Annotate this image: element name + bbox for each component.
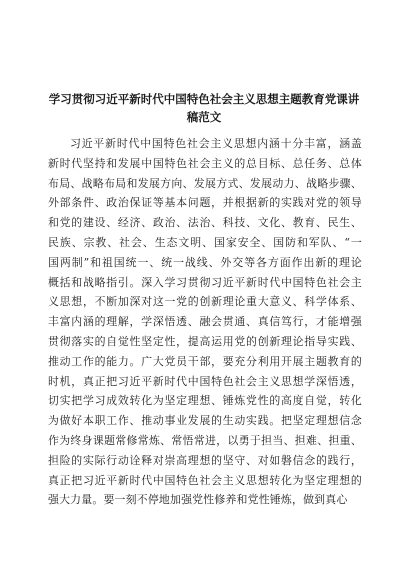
- body-line-18: 真正把习近平新时代中国特色社会主义思想转化为坚定理想的: [48, 473, 362, 487]
- document-title-line-2: 稿范文: [186, 110, 222, 124]
- body-line-10: 丰富内涵的理解，学深悟透、融会贯通、真信笃行，才能增强: [48, 315, 362, 329]
- body-line-16: 作为终身课题常修常炼、常悟常进，以勇于担当、担难、担重、: [48, 433, 362, 447]
- body-line-4: 外部条件、政治保证等基本问题，并根据新的实践对党的领导: [48, 196, 362, 210]
- body-line-11: 贯彻落实的自觉性坚定性，提高运用党的创新理论指导实践、: [48, 334, 362, 348]
- document-title-line-1: 学习贯彻习近平新时代中国特色社会主义思想主题教育党课讲: [48, 92, 360, 106]
- body-line-8: 概括和战略指引。深入学习贯彻习近平新时代中国特色社会主: [48, 275, 362, 289]
- body-line-15: 为做好本职工作、推动事业发展的生动实践。把坚定理想信念: [48, 414, 362, 428]
- body-line-13: 时机，真正把习近平新时代中国特色社会主义思想学深悟透，: [48, 374, 362, 388]
- body-line-5: 和党的建设、经济、政治、法治、科技、文化、教育、民生、: [48, 216, 362, 230]
- body-line-12: 推动工作的能力。广大党员干部，要充分利用开展主题教育的: [48, 354, 362, 368]
- body-line-2: 新时代坚持和发展中国特色社会主义的总目标、总任务、总体: [48, 156, 362, 170]
- body-line-19: 强大力量。要一刻不停地加强党性修养和党性锤炼，做到真心: [48, 493, 348, 507]
- body-line-6: 民族、宗教、社会、生态文明、国家安全、国防和军队、“一: [48, 235, 362, 249]
- body-line-9: 义思想，不断加深对这一党的创新理论重大意义、科学体系、: [48, 295, 362, 309]
- document-body: [48, 134, 362, 510]
- body-line-3: 布局、战略布局和发展方向、发展方式、发展动力、战略步骤、: [48, 176, 362, 190]
- body-line-14: 切实把学习成效转化为坚定理想、锤炼党性的高度自觉，转化: [48, 394, 362, 408]
- body-line-1: 习近平新时代中国特色社会主义思想内涵十分丰富，涵盖: [70, 137, 362, 150]
- body-line-7: 国两制”和祖国统一、统一战线、外交等各方面作出新的理论: [48, 255, 362, 269]
- body-line-17: 担险的实际行动诠释对崇高理想的坚守、对如磐信念的践行，: [48, 453, 362, 467]
